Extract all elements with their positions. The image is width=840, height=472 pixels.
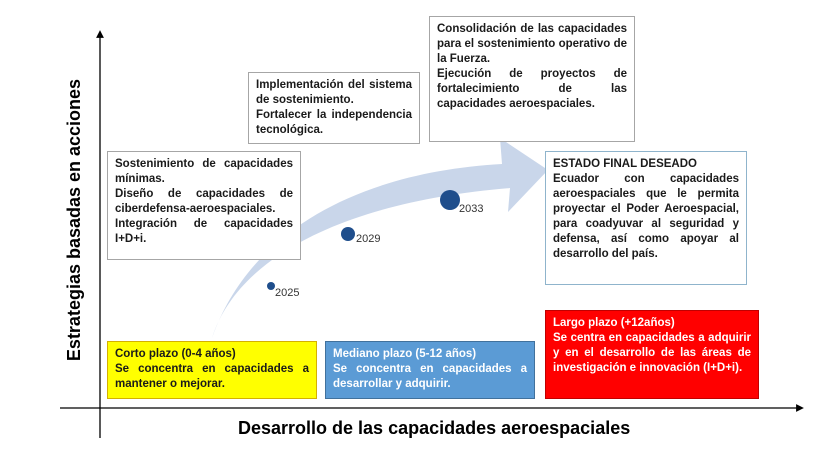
milestone-dot-2029 [341, 227, 355, 241]
milestone-dot-2033 [440, 190, 460, 210]
short-action-2: Diseño de capacidades de ciberdefensa-aeroespaciales. [115, 188, 293, 215]
short-action-3: Integración de capacidades I+D+i. [115, 218, 293, 245]
medium-term-actions-box [248, 72, 420, 144]
desired-end-state-title: ESTADO FINAL DESEADO [553, 158, 697, 170]
medium-action-1: Implementación del sistema de sostenimiento. [256, 79, 412, 106]
long-action-1: Consolidación de las capacidades para el sostenimiento operativo de la Fuerza. [437, 23, 627, 65]
y-axis-label: Estrategias basadas en acciones [64, 78, 84, 362]
x-axis-label: Desarrollo de las capacidades aeroespaciales [238, 418, 631, 438]
short-term-actions-box [107, 151, 301, 260]
long-term-box [545, 310, 759, 399]
long-term-title: Largo plazo (+12años) [553, 317, 675, 329]
milestone-year-2033: 2033 [459, 203, 484, 215]
short-term-box [107, 341, 317, 399]
short-term-text: Se concentra en capacidades a mantener o mejorar. [115, 363, 309, 390]
medium-term-box [325, 341, 535, 399]
long-term-actions-box [429, 16, 635, 142]
desired-end-state-text: Ecuador con capacidades aeroespaciales que le permita proyectar el Poder Aeroespacial, para coadyuvar al seguridad y defensa, así como apoyar al desarrollo del país. [553, 173, 739, 260]
long-action-2: Ejecución de proyectos de fortalecimiento de las capacidades aeroespaciales. [437, 68, 627, 110]
short-term-title: Corto plazo (0-4 años) [115, 348, 236, 360]
milestone-year-2025: 2025 [275, 287, 300, 299]
medium-term-title: Mediano plazo (5-12 años) [333, 348, 477, 360]
medium-term-text: Se concentra en capacidades a desarrollar y adquirir. [333, 363, 527, 390]
milestone-year-2029: 2029 [356, 233, 381, 245]
short-action-1: Sostenimiento de capacidades mínimas. [115, 158, 293, 185]
desired-end-state-box [545, 151, 747, 285]
long-term-text: Se centra en capacidades a adquirir y en el desarrollo de las áreas de investigación e innovación (I+D+i). [553, 332, 751, 374]
medium-action-2: Fortalecer la independencia tecnológica. [256, 109, 412, 136]
milestone-dot-2025 [267, 282, 275, 290]
